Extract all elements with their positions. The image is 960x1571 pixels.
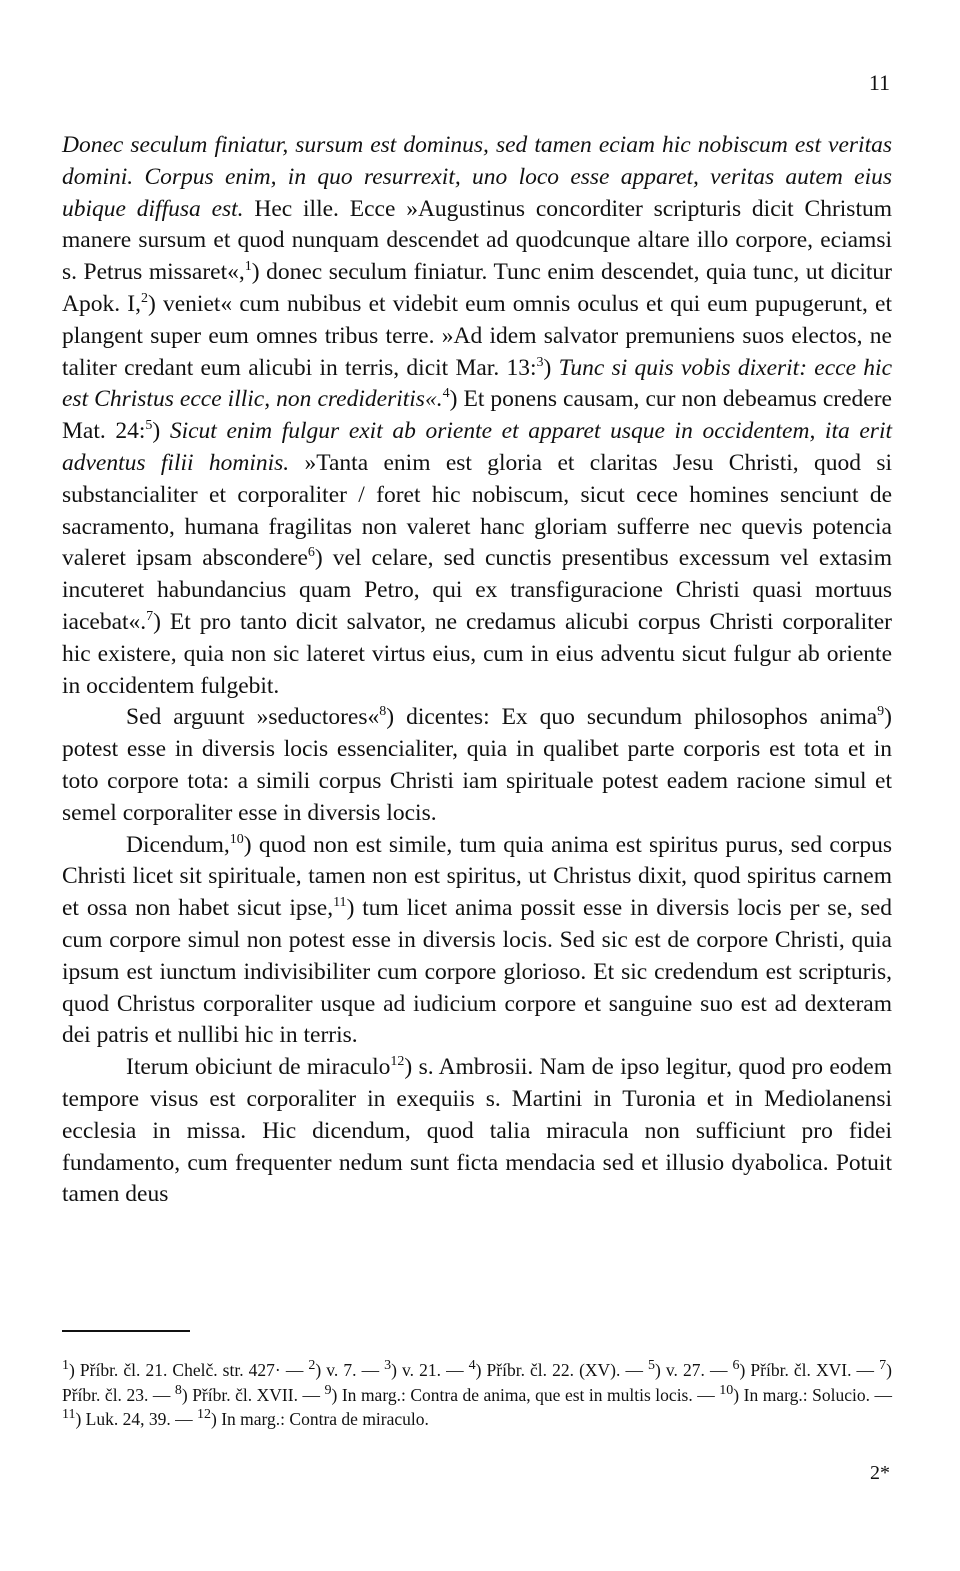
text-run: ) In marg.: Contra de anima, que est in multis locis. — xyxy=(331,1384,720,1405)
text-run: ) xyxy=(543,354,559,381)
text-run: ) vel celare, sed cunctis presentibus excessum vel extasim incuteret habundancius quam Petro, qui ex transfiguracione Christi quasi mortuus iacebat«. xyxy=(62,545,892,635)
footnote-marker: 9 xyxy=(877,704,885,720)
text-run: ) Příbr. čl. XVII. — xyxy=(181,1384,325,1405)
text-run: ) s. Ambrosii. Nam de ipso legitur, quod pro eodem tempore visus est corporaliter in exequiis s. Martini in Turonia et in Mediolanensi ecclesia in missa. Hic dicendum, quod talia miracula non sufficiunt pro fidei fundamento, cum frequenter nedum sunt ficta mendacia sed et illusio dyabolica. Potuit tamen deus xyxy=(62,1054,892,1208)
body-text xyxy=(62,130,892,1211)
text-run: ) v. 27. — xyxy=(655,1360,733,1380)
footnote-marker: 5 xyxy=(648,1358,656,1374)
page-number: 11 xyxy=(868,70,890,95)
footnote-marker: 11 xyxy=(62,1407,76,1423)
footnote-marker: 3 xyxy=(536,354,544,370)
footnote-marker: 8 xyxy=(174,1382,182,1398)
text-run: ) Et pro tanto dicit salvator, ne credamus alicubi corpus Christi corporaliter hic existere, quia non sic lateret virtus eius, cum in eius adventu sicut fulgur ab oriente in occidentem fulgebit. xyxy=(62,608,892,699)
footnote-marker: 11 xyxy=(333,895,347,911)
text-run: ) In marg.: Contra de miraculo. xyxy=(211,1409,429,1430)
text-run: ) v. 7. — xyxy=(315,1360,385,1380)
text-run: ) veniet« cum nubibus et videbit eum omnis oculus et qui eum pupugerunt, et plangent super eum omnes tribus terre. »Ad idem salvator premuniens suos electos, ne taliter credant eum alicubi in terris, dicit Mar. 13: xyxy=(62,290,892,381)
footnote-marker: 5 xyxy=(145,418,153,434)
footnote-marker: 4 xyxy=(442,386,450,402)
footnote-marker: 1 xyxy=(244,259,252,275)
footnotes xyxy=(62,1358,892,1432)
footnote-marker: 2 xyxy=(140,291,148,307)
paragraph xyxy=(62,130,892,702)
text-run: ) In marg.: Solucio. — xyxy=(733,1384,892,1405)
text-run: ) v. 21. — xyxy=(391,1360,469,1380)
footnote-marker: 10 xyxy=(719,1382,734,1398)
text-run: ) Příbr. čl. 22. (XV). — xyxy=(475,1360,649,1380)
text-run: ) potest esse in diversis locis essencialiter, quia in qualibet parte corporis est tota et in toto corpore tota: a simili corpus Christi iam spirituale potest eadem racione simul et semel corporaliter esse in diversis locis. xyxy=(62,704,892,826)
footnote-marker: 2 xyxy=(308,1358,316,1374)
text-run: Dicendum, xyxy=(126,831,230,858)
paragraph xyxy=(62,830,892,1053)
footnote-marker: 1 xyxy=(62,1358,69,1374)
text-run: ) Příbr. čl. XVI. — xyxy=(739,1360,880,1380)
footnote-divider xyxy=(62,1330,190,1332)
footnote-marker: 6 xyxy=(732,1358,740,1374)
footnote-marker: 10 xyxy=(229,831,244,847)
text-run: ) xyxy=(152,418,170,445)
text-run: ) donec seculum finiatur. Tunc enim descendet, quia tunc, ut dicitur Apok. I, xyxy=(62,259,892,317)
text-run: »Tanta enim est gloria et claritas Jesu Christi, quod si substancialiter et corporaliter / foret hic nobiscum, sicut cece homines senciunt de sacramento, humana fragilitas non valeret hanc gloriam sufferre nec quevis potencia valeret ipsam abscondere xyxy=(62,449,892,572)
paragraph xyxy=(62,702,892,829)
footnote-marker: 12 xyxy=(197,1407,212,1423)
italic-quotation: Tunc si quis vobis dixerit: ecce hic est Christus ecce illic, non credideritis«. xyxy=(62,354,892,413)
footnote-marker: 9 xyxy=(324,1382,332,1398)
paragraph xyxy=(62,1052,892,1211)
footnote-marker: 3 xyxy=(384,1358,392,1374)
text-run: ) quod non est simile, tum quia anima est spiritus purus, sed corpus Christi licet sit spirituale, tamen non est spiritus, ut Christus dixit, quod spiritus carnem et ossa non habet sicut ipse, xyxy=(62,831,892,922)
footnote-marker: 7 xyxy=(146,609,154,625)
italic-quotation: Donec seculum finiatur, sursum est dominus, sed tamen eciam hic nobiscum est veritas domini. Corpus enim, in quo resurrexit, uno loco esse apparet, veritas autem eius ubique diffusa est. xyxy=(62,132,892,222)
footnote-marker: 4 xyxy=(468,1358,476,1374)
footnote-marker: 7 xyxy=(879,1358,887,1374)
footnote-marker: 12 xyxy=(390,1054,405,1070)
text-run: Sed arguunt »seductores« xyxy=(126,704,380,731)
printer-signature: 2* xyxy=(870,1462,890,1484)
text-run: Iterum obiciunt de miraculo xyxy=(126,1054,391,1081)
text-run: ) dicentes: Ex quo secundum philosophos anima xyxy=(386,704,878,731)
text-run: ) Příbr. čl. 23. — xyxy=(62,1360,892,1405)
text-run: Hec ille. Ecce »Augustinus concorditer scripturis dicit Christum manere sursum et quod nunquam descendet ad quodcunque altare illo corpore, eciamsi s. Petrus missaret«, xyxy=(62,195,893,286)
italic-quotation: Sicut enim fulgur exit ab oriente et apparet usque in occidentem, ita erit adventus filii hominis. xyxy=(62,418,892,476)
footnote-marker: 8 xyxy=(379,704,387,720)
footnote-marker: 6 xyxy=(307,545,315,561)
text-run: ) Et ponens causam, cur non debeamus credere Mat. 24: xyxy=(62,386,892,445)
text-run: ) Příbr. čl. 21. Chelč. str. 427· — xyxy=(69,1360,309,1380)
text-run: ) Luk. 24, 39. — xyxy=(75,1409,198,1430)
text-run: ) tum licet anima possit esse in diversis locis per se, sed cum corpore simul non potest esse in diversis locis. Sed sic est de corpore Christi, quia ipsum est iunctum indivisibiliter cum corpore glorioso. Et sic credendum est scripturis, quod Christus corporaliter usque ad iudicium corpore et sanguine suo est ad dexteram dei patris et nullibi hic in terris. xyxy=(62,895,892,1049)
